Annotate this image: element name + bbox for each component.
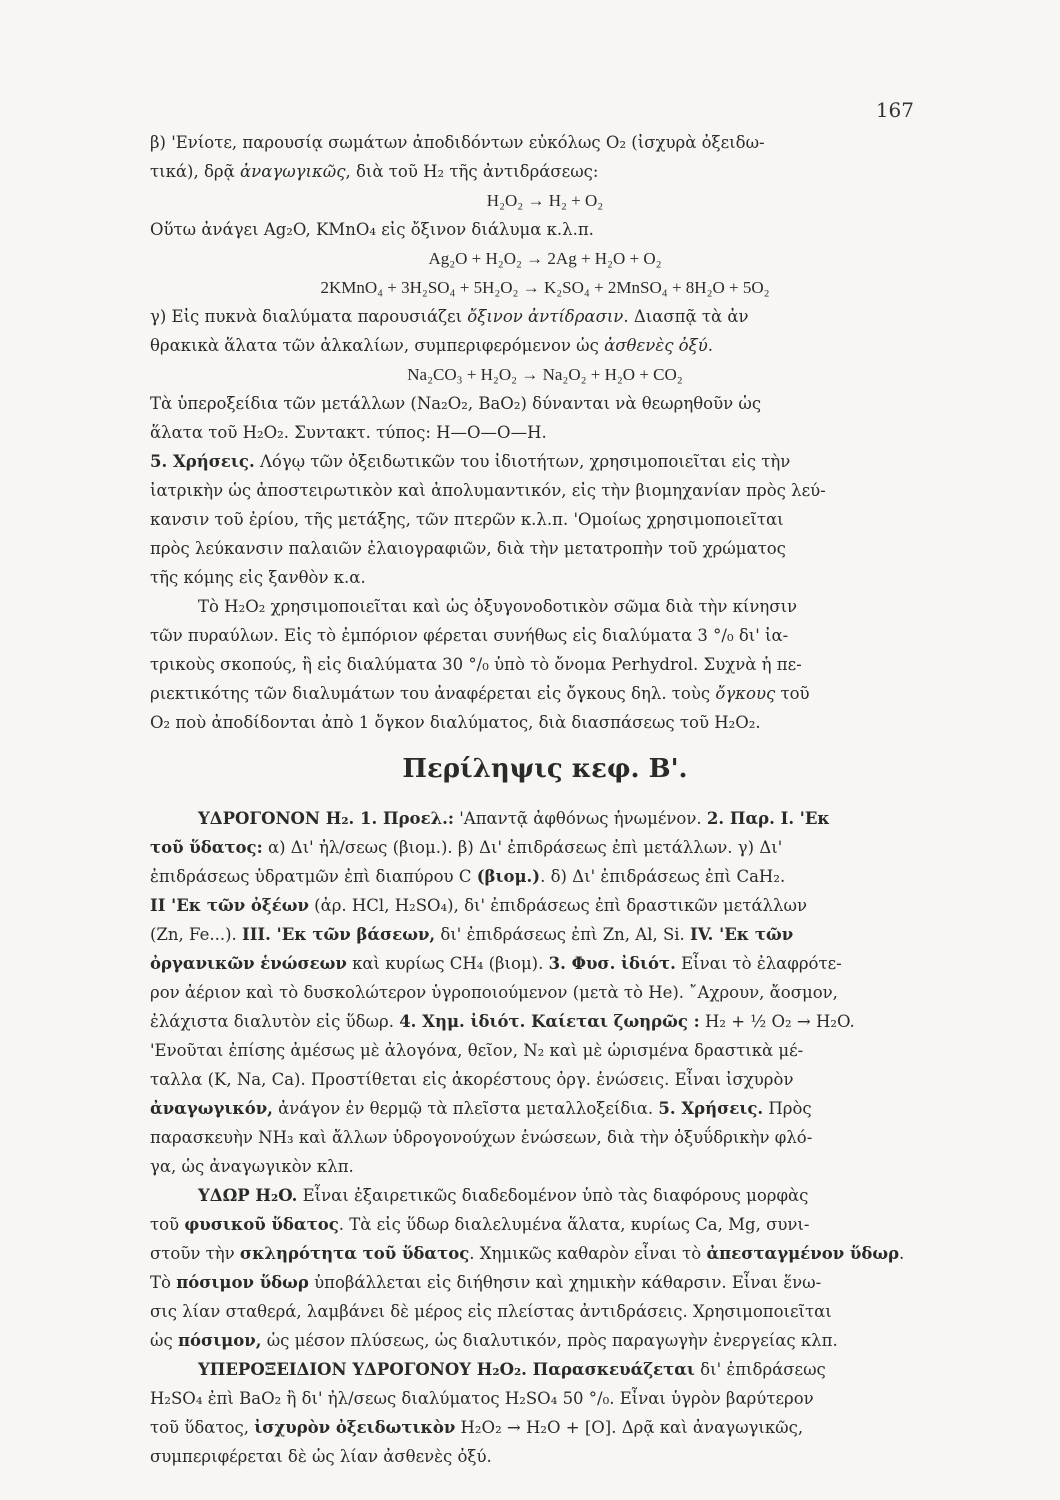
text-line: τρικοὺς σκοπούς, ἢ εἰς διαλύματα 30 °/₀ ὑπὸ τὸ ὄνομα Perhydrol. Συχνὰ ἡ πε- — [150, 655, 802, 674]
text-line: συμπεριφέρεται δὲ ὡς λίαν ἀσθενὲς ὀξύ. — [150, 1447, 492, 1466]
page-number: 167 — [875, 98, 914, 122]
text-line: ἰατρικὴν ὡς ἀποστειρωτικὸν καὶ ἀπολυμαντικόν, εἰς τὴν βιομηχανίαν πρὸς λεύ- — [150, 481, 826, 500]
text-line: O₂ ποὺ ἀποδίδονται ἀπὸ 1 ὄγκον διαλύματος, διὰ διασπάσεως τοῦ H₂O₂. — [150, 713, 761, 732]
text-line: 5. Χρήσεις. Λόγῳ τῶν ὀξειδωτικῶν του ἰδιοτήτων, χρησιμοποιεῖται εἰς τὴν — [150, 452, 791, 471]
text-line: ΥΔΩΡ H₂O. Εἶναι ἐξαιρετικῶς διαδεδομένον ὑπὸ τὰς διαφόρους μορφὰς — [198, 1186, 809, 1205]
text-line: ὡς πόσιμον, ὡς μέσον πλύσεως, ὡς διαλυτικόν, πρὸς παραγωγὴν ἐνεργείας κλπ. — [150, 1331, 838, 1350]
text-line: ἐπιδράσεως ὑδρατμῶν ἐπὶ διαπύρου C (βιομ.). δ) Δι' ἐπιδράσεως ἐπὶ CaH₂. — [150, 867, 786, 886]
text-line: ἅλατα τοῦ H₂O₂. Συντακτ. τύπος: H—O—O—H. — [150, 423, 547, 442]
section-beta — [150, 128, 940, 447]
equation: Ag₂O + H₂O₂ → 2Ag + H₂O + O₂ — [428, 249, 662, 268]
text-line: παρασκευὴν NH₃ καὶ ἄλλων ὑδρογονούχων ἑνώσεων, διὰ τὴν ὀξυΰδρικὴν φλό- — [150, 1128, 813, 1147]
text-line: Οὕτω ἀνάγει Ag₂O, KMnO₄ εἰς ὄξινον διάλυμα κ.λ.π. — [150, 220, 594, 239]
text-line: γα, ὡς ἀναγωγικὸν κλπ. — [150, 1157, 354, 1176]
text-line: Τὸ H₂O₂ χρησιμοποιεῖται καὶ ὡς ὀξυγονοδοτικὸν σῶμα διὰ τὴν κίνησιν — [198, 597, 798, 616]
text-line: τοῦ ὕδατος, ἰσχυρὸν ὀξειδωτικὸν H₂O₂ → H₂O + [O]. Δρᾷ καὶ ἀναγωγικῶς, — [150, 1418, 804, 1437]
text-line: ΙΙ 'Εκ τῶν ὀξέων (ἀρ. HCl, H₂SO₄), δι' ἐπιδράσεως ἐπὶ δραστικῶν μετάλλων — [150, 896, 807, 915]
text-line: ΥΠΕΡΟΞΕΙΔΙΟΝ ΥΔΡΟΓΟΝΟΥ H₂O₂. Παρασκευάζεται δι' ἐπιδράσεως — [198, 1360, 826, 1379]
section-water — [150, 1181, 940, 1355]
text-line: σις λίαν σταθερά, λαμβάνει δὲ μέρος εἰς πλείστας ἀντιδράσεις. Χρησιμοποιεῖται — [150, 1302, 832, 1321]
text-line: β) 'Ενίοτε, παρουσίᾳ σωμάτων ἀποδιδόντων εὐκόλως O₂ (ἰσχυρὰ ὀξειδω- — [150, 133, 765, 152]
text-line: θρακικὰ ἅλατα τῶν ἀλκαλίων, συμπεριφερόμενον ὡς ἀσθενὲς ὀξύ. — [150, 336, 713, 355]
main-text — [150, 128, 940, 1471]
text-line: ριεκτικότης τῶν διαλυμάτων του ἀναφέρεται εἰς ὄγκους δηλ. τοὺς ὄγκους τοῦ — [150, 684, 810, 703]
text-line: (Zn, Fe...). ΙΙΙ. 'Εκ τῶν βάσεων, δι' ἐπιδράσεως ἐπὶ Zn, Al, Si. IV. 'Εκ τῶν — [150, 925, 794, 944]
text-line: ρον ἀέριον καὶ τὸ δυσκολώτερον ὑγροποιούμενον (μετὰ τὸ He). ῎Αχρουν, ἄοσμον, — [150, 983, 838, 1002]
text-line: τικά), δρᾷ ἀναγωγικῶς, διὰ τοῦ H₂ τῆς ἀντιδράσεως: — [150, 162, 599, 181]
section-peroxide — [150, 1355, 940, 1471]
text-line: Τὸ πόσιμον ὕδωρ ὑποβάλλεται εἰς διήθησιν καὶ χημικὴν κάθαρσιν. Εἶναι ἕνω- — [150, 1273, 822, 1292]
text-line: H₂SO₄ ἐπὶ BaO₂ ἢ δι' ἠλ/σεως διαλύματος H₂SO₄ 50 °/₀. Εἶναι ὑγρὸν βαρύτερον — [150, 1389, 814, 1408]
text-line: ταλλα (K, Na, Ca). Προστίθεται εἰς ἀκορέστους ὀργ. ἑνώσεις. Εἶναι ἰσχυρὸν — [150, 1070, 794, 1089]
text-line: τοῦ φυσικοῦ ὕδατος. Τὰ εἰς ὕδωρ διαλελυμένα ἅλατα, κυρίως Ca, Mg, συνι- — [150, 1215, 810, 1234]
text-line: ὀργανικῶν ἑνώσεων καὶ κυρίως CH₄ (βιομ). 3. Φυσ. ἰδιότ. Εἶναι τὸ ἐλαφρότε- — [150, 954, 842, 973]
equation: H₂O₂ → H₂ + O₂ — [486, 191, 604, 210]
text-line: τῶν πυραύλων. Εἰς τὸ ἐμπόριον φέρεται συνήθως εἰς διαλύματα 3 °/₀ δι' ἰα- — [150, 626, 789, 645]
text-line: κανσιν τοῦ ἐρίου, τῆς μετάξης, τῶν πτερῶν κ.λ.π. 'Ομοίως χρησιμοποιεῖται — [150, 510, 784, 529]
text-line: 'Ενοῦται ἐπίσης ἀμέσως μὲ ἀλογόνα, θεῖον, N₂ καὶ μὲ ὡρισμένα δραστικὰ μέ- — [150, 1041, 804, 1060]
section-hydrogen — [150, 804, 940, 1181]
section-uses — [150, 447, 940, 737]
text-line: Τὰ ὑπεροξείδια τῶν μετάλλων (Na₂O₂, BaO₂) δύνανται νὰ θεωρηθοῦν ὡς — [150, 394, 762, 413]
text-line: στοῦν τὴν σκληρότητα τοῦ ὕδατος. Χημικῶς καθαρὸν εἶναι τὸ ἀπεσταγμένον ὕδωρ. — [150, 1244, 905, 1263]
text-line: τοῦ ὕδατος: α) Δι' ἠλ/σεως (βιομ.). β) Δι' ἐπιδράσεως ἐπὶ μετάλλων. γ) Δι' — [150, 838, 783, 857]
text-line: ἐλάχιστα διαλυτὸν εἰς ὕδωρ. 4. Χημ. ἰδιότ. Καίεται ζωηρῶς : H₂ + ½ O₂ → H₂O. — [150, 1012, 855, 1031]
summary-heading: Περίληψις κεφ. Β'. — [402, 754, 688, 784]
equation: Na₂CO₃ + H₂O₂ → Na₂O₂ + H₂O + CO₂ — [407, 365, 683, 384]
text-line: πρὸς λεύκανσιν παλαιῶν ἐλαιογραφιῶν, διὰ τὴν μετατροπὴν τοῦ χρώματος — [150, 539, 786, 558]
text-line: ἀναγωγικόν, ἀνάγον ἐν θερμῷ τὰ πλεῖστα μεταλλοξείδια. 5. Χρήσεις. Πρὸς — [150, 1099, 812, 1118]
text-line: ΥΔΡΟΓΟΝΟΝ H₂. 1. Προελ.: 'Απαντᾷ ἀφθόνως ἡνωμένον. 2. Παρ. Ι. 'Εκ — [198, 809, 830, 828]
text-line: τῆς κόμης εἰς ξανθὸν κ.α. — [150, 568, 366, 587]
equation: 2KMnO₄ + 3H₂SO₄ + 5H₂O₂ → K₂SO₄ + 2MnSO₄ + 8H₂O + 5O₂ — [320, 278, 770, 297]
text-line: γ) Εἰς πυκνὰ διαλύματα παρουσιάζει ὄξινον ἀντίδρασιν. Διασπᾷ τὰ ἀν — [150, 307, 749, 326]
